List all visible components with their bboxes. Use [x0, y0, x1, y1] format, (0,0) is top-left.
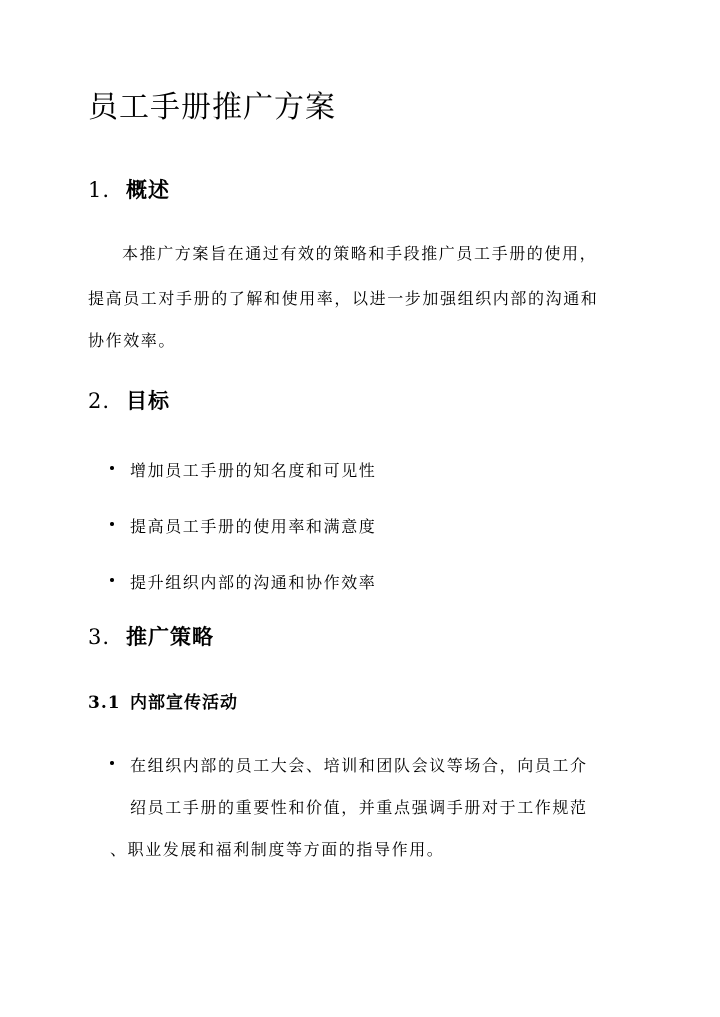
section-title: 推广策略: [126, 624, 214, 649]
paragraph-line: 提高员工对手册的了解和使用率，以进一步加强组织内部的沟通和: [88, 289, 599, 308]
section-title: 概述: [126, 177, 170, 202]
bullet-dot-icon: [110, 761, 114, 765]
subsection-heading-3-1: [88, 690, 238, 716]
bullet-line: 、职业发展和福利制度等方面的指导作用。: [110, 840, 445, 859]
paragraph-line: 协作效率。: [88, 331, 177, 350]
bullet-dot-icon: [110, 578, 114, 582]
section-number: 2.: [88, 389, 111, 413]
bullet-line: 绍员工手册的重要性和价值，并重点强调手册对于工作规范: [130, 798, 588, 817]
subsection-title: 内部宣传活动: [130, 693, 238, 713]
bullet-text: 增加员工手册的知名度和可见性: [130, 461, 377, 480]
section-heading-3: [88, 622, 214, 652]
bullet-line: 在组织内部的员工大会、培训和团队会议等场合，向员工介: [130, 756, 588, 775]
bullet-dot-icon: [110, 522, 114, 526]
paragraph-line: 本推广方案旨在通过有效的策略和手段推广员工手册的使用，: [122, 244, 598, 263]
section-heading-1: [88, 175, 170, 205]
bullet-text: 提高员工手册的使用率和满意度: [130, 517, 377, 536]
section-number: 3.: [88, 625, 111, 649]
section-number: 1.: [88, 178, 111, 202]
section-heading-2: [88, 386, 170, 416]
subsection-number: 3.1: [88, 693, 121, 713]
bullet-text: 提升组织内部的沟通和协作效率: [130, 573, 377, 592]
document-title: 员工手册推广方案: [88, 90, 336, 125]
section-title: 目标: [126, 388, 170, 413]
bullet-dot-icon: [110, 466, 114, 470]
